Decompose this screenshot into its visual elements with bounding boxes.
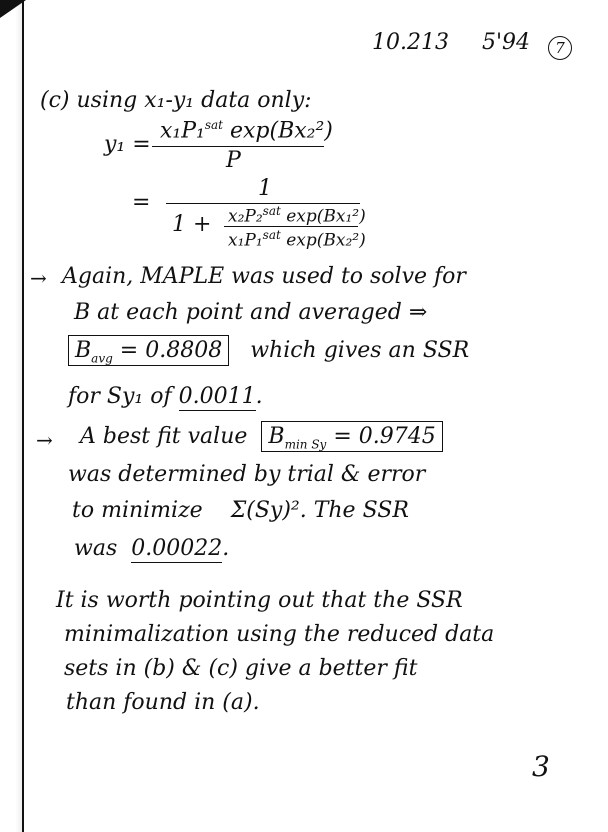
b-min-value: = 0.9745 [333,424,436,449]
b-avg-box [68,335,229,366]
eq2-inner-fraction-bar [224,226,358,227]
eq1-numerator [160,118,333,143]
note-line-1: Again, MAPLE was used to solve for [62,264,466,289]
note-line-8-prefix: was [74,536,118,561]
arrow-bullet-1: → [30,266,47,290]
note-line-3-rest: which gives an SSR [250,338,470,363]
note-line-8 [74,536,229,561]
eq2-inner-num-term: x₂P₂ [228,206,263,227]
part-c-heading: (c) using x₁-y₁ data only: [40,88,312,113]
b-avg-value: = 0.8808 [119,338,223,363]
eq2-inner-numerator [228,204,366,227]
eq1-num-sup: sat [204,118,223,132]
b-avg-label: B [75,338,92,363]
note-line-7-prefix: to minimize [72,498,203,523]
eq2-den-prefix: 1 + [172,212,212,237]
eq2-inner-den-term: x₁P₁ [228,230,263,251]
footer-page-number: 3 [532,750,550,783]
eq1-fraction-bar [152,146,324,147]
eq2-inner-num-exp: exp(Bx₁²) [286,206,366,227]
note-line-4-prefix: for Sy₁ of [68,384,172,409]
eq2-lhs: = [132,190,151,215]
binding-edge [0,0,24,832]
course-number: 10.213 [372,30,449,55]
ssr-value-1: 0.0011 [178,384,256,409]
eq2-inner-denominator [228,228,366,251]
eq1-denominator: P [226,148,241,173]
note-line-4-suffix: . [255,384,263,409]
closing-line-3: sets in (b) & (c) give a better fit [64,656,418,681]
circled-page-number: 7 [548,36,572,60]
note-line-6: was determined by trial & error [68,462,426,487]
b-min-label: B [268,424,285,449]
closing-line-4: than found in (a). [66,690,260,715]
eq2-numerator: 1 [258,176,272,201]
note-line-5 [80,424,443,451]
note-line-5-prefix: A best fit value [80,424,248,449]
closing-line-1: It is worth pointing out that the SSR [56,588,463,613]
term-label: 5'94 [482,30,531,55]
note-line-3 [68,338,469,365]
eq2-inner-den-sup: sat [262,228,281,242]
eq1-num-exp: exp(Bx₂²) [230,118,333,144]
eq1-lhs: y₁ = [104,132,151,157]
note-line-7 [72,498,409,523]
b-avg-sub: avg [91,351,113,366]
eq2-inner-num-sup: sat [262,204,281,218]
eq2-inner-den-exp: exp(Bx₂²) [286,230,366,251]
note-line-2: B at each point and averaged ⇒ [74,300,428,325]
arrow-bullet-2: → [36,428,53,452]
eq1-num-term: x₁P₁ [160,118,205,144]
b-min-box [261,421,442,452]
b-min-sub: min Sy [284,437,327,452]
ssr-value-2: 0.00022 [131,536,223,561]
sum-expression: Σ(Sy)². The SSR [230,498,409,523]
closing-line-2: minimalization using the reduced data [64,622,495,647]
note-line-4 [68,384,263,409]
note-line-8-suffix: . [222,536,230,561]
